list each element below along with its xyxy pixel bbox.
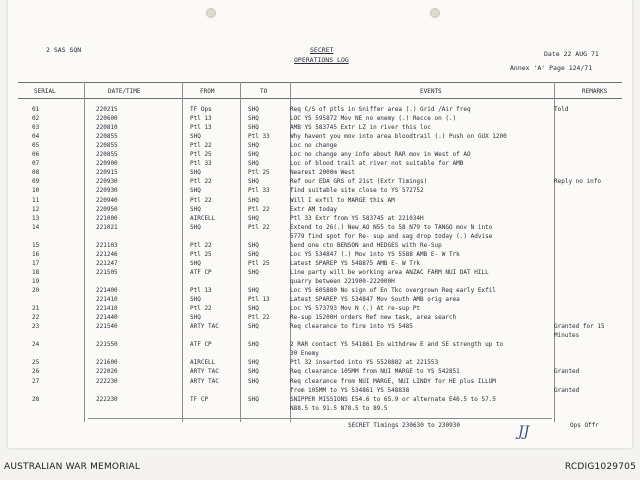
serial-cell: 24: [32, 341, 40, 349]
to-cell: SHQ: [248, 395, 259, 403]
datetime-cell: 220855: [96, 151, 118, 159]
datetime-cell: 222020: [96, 368, 118, 376]
datetime-cell: 221540: [96, 323, 118, 331]
table-row: [8, 115, 632, 123]
event-cell: Nearest 2000m West: [290, 169, 356, 177]
table-row: [8, 215, 632, 223]
table-row: [8, 378, 632, 386]
serial-cell: 13: [32, 214, 40, 222]
serial-cell: 27: [32, 377, 40, 385]
signature-initials: JJ: [518, 424, 530, 440]
table-row: [8, 332, 632, 340]
unit-label: 2 SAS SQN: [46, 46, 82, 54]
table-row: [8, 233, 632, 241]
event-cell: Ptl 32 inserted into YS 5528882 at 221553: [290, 359, 439, 367]
datetime-cell: 221247: [96, 259, 118, 267]
from-cell: Ptl 22: [190, 178, 212, 186]
datetime-cell: 220950: [96, 205, 118, 213]
from-cell: Ptl 22: [190, 241, 212, 249]
from-cell: AIRCELL: [190, 359, 216, 367]
serial-cell: 05: [32, 142, 40, 150]
remarks-cell: Reply no info: [554, 178, 601, 186]
timings-line: SECRET Timings 230630 to 230930: [348, 422, 460, 429]
to-cell: Ptl 25: [248, 169, 270, 177]
event-cell: Extr AM today: [290, 205, 337, 213]
datetime-cell: 222230: [96, 377, 118, 385]
event-cell: Loc YS 573793 Mov N (.) At re-sup Pt: [290, 305, 421, 313]
serial-cell: 16: [32, 250, 40, 258]
to-cell: Ptl 13: [248, 296, 270, 304]
event-cell: Extend to 26(.) New AO N55 to 58 N79 to TANGO mov N into: [290, 223, 493, 231]
from-cell: SHQ: [190, 223, 201, 231]
to-cell: SHQ: [248, 268, 259, 276]
event-cell: Line party will be working area ANZAC FARM NUI DAT HILL: [290, 268, 489, 276]
event-cell: LOC YS 595872 Mov NE no enemy (.) Recce on (.): [290, 115, 457, 123]
table-row: [8, 314, 632, 322]
document-title: OPERATIONS LOG: [294, 56, 349, 64]
table-row: [8, 224, 632, 232]
from-cell: SHQ: [190, 169, 201, 177]
event-cell: SNIPPER MISSIONS E54.6 to 65.9 or alternate E46.5 to 57.5: [290, 395, 496, 403]
table-row: [8, 368, 632, 376]
table-row: [8, 106, 632, 114]
event-cell: Loc no change any info about RAR mov in West of AO: [290, 151, 471, 159]
from-cell: SHQ: [190, 314, 201, 322]
from-cell: SHQ: [190, 187, 201, 195]
datetime-cell: 221410: [96, 305, 118, 313]
datetime-cell: 221550: [96, 341, 118, 349]
event-cell: Why havent you mov into area bloodtrail (.) Push on GUX 1200: [290, 133, 507, 141]
to-cell: SHQ: [248, 142, 259, 150]
event-cell: Latest SPAREP YS 534847 Mov South AMB orig area: [290, 296, 460, 304]
table-row: [8, 133, 632, 141]
serial-cell: 01: [32, 106, 40, 113]
event-cell: Req clearance 105MM from NUI MARGE to YS 542851: [290, 368, 460, 376]
datetime-cell: 221600: [96, 359, 118, 367]
datetime-cell: 222230: [96, 395, 118, 403]
table-row: [8, 151, 632, 159]
datetime-cell: 220915: [96, 169, 118, 177]
event-cell: 30 Enemy: [290, 350, 319, 358]
from-cell: Ptl 25: [190, 250, 212, 258]
serial-cell: 19: [32, 277, 40, 285]
from-cell: Ptl 13: [190, 115, 212, 123]
serial-cell: 23: [32, 323, 40, 331]
serial-cell: 02: [32, 115, 40, 123]
to-cell: SHQ: [248, 214, 259, 222]
datetime-cell: 221103: [96, 241, 118, 249]
to-cell: Ptl 22: [248, 205, 270, 213]
to-cell: SHQ: [248, 241, 259, 249]
from-cell: Ptl 22: [190, 142, 212, 150]
to-cell: SHQ: [248, 305, 259, 313]
serial-cell: 26: [32, 368, 40, 376]
datetime-cell: 221505: [96, 268, 118, 276]
table-row: [8, 160, 632, 168]
datetime-cell: 220855: [96, 142, 118, 150]
to-cell: SHQ: [248, 115, 259, 123]
from-cell: SHQ: [190, 205, 201, 213]
serial-cell: 21: [32, 305, 40, 313]
caption-id: RCDIG1029705: [564, 462, 636, 472]
from-cell: ARTY TAC: [190, 323, 219, 331]
caption-source: AUSTRALIAN WAR MEMORIAL: [4, 462, 141, 472]
from-cell: ATF CP: [190, 341, 212, 349]
serial-cell: 14: [32, 223, 40, 231]
datetime-cell: 220940: [96, 196, 118, 204]
serial-cell: 06: [32, 151, 40, 159]
punch-hole: [430, 8, 440, 18]
remarks-cell: Minutes: [554, 332, 580, 340]
remarks-cell: Granted: [554, 368, 580, 376]
datetime-cell: 220810: [96, 124, 118, 132]
to-cell: SHQ: [248, 341, 259, 349]
table-row: [8, 197, 632, 205]
table-row: [8, 359, 632, 367]
serial-cell: 17: [32, 259, 40, 267]
to-cell: Ptl 25: [248, 259, 270, 267]
datetime-cell: 220855: [96, 133, 118, 141]
to-cell: SHQ: [248, 124, 259, 132]
remarks-cell: Granted: [554, 386, 580, 394]
serial-cell: 25: [32, 359, 40, 367]
from-cell: Ptl 13: [190, 287, 212, 294]
serial-cell: 09: [32, 178, 40, 186]
event-cell: Loc YS 534847 (.) Mov into YS 5588 AMB E- W Trk: [290, 250, 460, 258]
remarks-cell: Told: [554, 106, 569, 113]
to-cell: SHQ: [248, 250, 259, 258]
serial-cell: 10: [32, 187, 40, 195]
event-cell: 5779 find spot for Re- sup and sag drop today (.) Advise: [290, 232, 493, 240]
table-row: [8, 269, 632, 277]
to-cell: SHQ: [248, 160, 259, 168]
table-row: [8, 206, 632, 214]
event-cell: Loc no change: [290, 142, 337, 150]
from-cell: TF CP: [190, 395, 209, 403]
col-header-from: FROM: [200, 88, 215, 95]
to-cell: SHQ: [248, 196, 259, 204]
table-row: [8, 242, 632, 250]
from-cell: AIRCELL: [190, 214, 216, 222]
datetime-cell: 220900: [96, 160, 118, 168]
datetime-cell: 220215: [96, 106, 118, 113]
event-cell: from 105MM to YS 534861 YS 548838: [290, 386, 410, 394]
table-row: [8, 396, 632, 404]
table-row: [8, 260, 632, 268]
event-cell: Ref our EDA GRS of 21st (Extr Timings): [290, 178, 428, 186]
ops-officer-label: Ops Offr: [570, 422, 599, 429]
classification-label: SECRET: [310, 46, 334, 54]
annex-label: Annex 'A' Page 124/71: [510, 64, 593, 72]
table-row: [8, 305, 632, 313]
to-cell: Ptl 22: [248, 223, 270, 231]
to-cell: SHQ: [248, 368, 259, 376]
from-cell: TF Ops: [190, 106, 212, 113]
serial-cell: 07: [32, 160, 40, 168]
event-cell: Req clearance to fire into YS 5485: [290, 323, 413, 331]
serial-cell: 04: [32, 133, 40, 141]
table-row: [8, 278, 632, 286]
to-cell: SHQ: [248, 151, 259, 159]
punch-hole: [206, 8, 216, 18]
serial-cell: 28: [32, 395, 40, 403]
table-row: [8, 296, 632, 304]
footer-rule: [88, 418, 552, 419]
datetime-cell: 220930: [96, 187, 118, 195]
datetime-cell: 221400: [96, 287, 118, 294]
from-cell: SHQ: [190, 133, 201, 141]
datetime-cell: 221410: [96, 296, 118, 304]
event-cell: quarry between 221900-222000H: [290, 277, 395, 285]
serial-cell: 12: [32, 205, 40, 213]
col-header-to: TO: [260, 88, 268, 95]
table-row: [8, 405, 632, 413]
from-cell: Ptl 25: [190, 151, 212, 159]
serial-cell: 22: [32, 314, 40, 322]
from-cell: SHQ: [190, 296, 201, 304]
table-top-rule: [18, 82, 622, 83]
table-row: [8, 350, 632, 358]
to-cell: SHQ: [248, 359, 259, 367]
col-header-events: EVENTS: [420, 88, 442, 95]
to-cell: SHQ: [248, 287, 259, 294]
serial-cell: 11: [32, 196, 40, 204]
table-row: [8, 251, 632, 259]
from-cell: ARTY TAC: [190, 377, 219, 385]
table-row: [8, 387, 632, 395]
event-cell: AMB YS 583745 Extr LZ in river this loc: [290, 124, 431, 132]
event-cell: Loc YS 605880 No sign of En Tkc overgrown Req early Exfil: [290, 287, 496, 294]
from-cell: ATF CP: [190, 268, 212, 276]
col-header-remarks: REMARKS: [582, 88, 608, 95]
serial-cell: 15: [32, 241, 40, 249]
event-cell: Req clearance from NUI MARGE, NUI LINDY for HE plus ILLUM: [290, 377, 496, 385]
event-cell: Re-sup 15200H orders Ref new task, area search: [290, 314, 457, 322]
table-row: [8, 142, 632, 150]
to-cell: SHQ: [248, 323, 259, 331]
serial-cell: 18: [32, 268, 40, 276]
event-cell: Req C/S of ptls in Sniffer area (.) Grid /Air freq: [290, 106, 471, 113]
table-row: [8, 323, 632, 331]
table-row: [8, 287, 632, 295]
from-cell: Ptl 13: [190, 124, 212, 132]
col-header-datetime: DATE/TIME: [108, 88, 141, 95]
datetime-cell: 220600: [96, 115, 118, 123]
table-row: [8, 341, 632, 349]
event-cell: Will I exfil to MARGE this AM: [290, 196, 395, 204]
to-cell: Ptl 22: [248, 314, 270, 322]
remarks-cell: Granted for 15: [554, 323, 605, 331]
serial-cell: 03: [32, 124, 40, 132]
table-row: [8, 124, 632, 132]
from-cell: Ptl 22: [190, 305, 212, 313]
from-cell: ARTY TAC: [190, 368, 219, 376]
event-cell: Ptl 33 Extr from YS 583745 at 221034H: [290, 214, 424, 222]
to-cell: Ptl 33: [248, 133, 270, 141]
event-cell: Latest SPAREP YS 548875 AMB E- W Trk: [290, 259, 421, 267]
col-header-serial: SERIAL: [34, 88, 56, 95]
to-cell: SHQ: [248, 377, 259, 385]
event-cell: find suitable site close to YS 572752: [290, 187, 424, 195]
table-row: [8, 178, 632, 186]
from-cell: Ptl 22: [190, 196, 212, 204]
from-cell: SHQ: [190, 259, 201, 267]
table-row: [8, 169, 632, 177]
to-cell: Ptl 33: [248, 187, 270, 195]
event-cell: 2 RAR contact YS 541861 En withdrew E and SE strength up to: [290, 341, 504, 349]
document-page: [8, 0, 632, 448]
to-cell: SHQ: [248, 178, 259, 186]
datetime-cell: 221000: [96, 214, 118, 222]
event-cell: Send one ctn BENSON and HEDGES with Re-Sup: [290, 241, 442, 249]
event-cell: Loc of blood trail at river not suitable for AMB: [290, 160, 464, 168]
to-cell: SHQ: [248, 106, 259, 113]
table-header-rule: [18, 98, 622, 99]
event-cell: N88.5 to 91.5 N78.5 to 89.5: [290, 404, 388, 412]
table-row: [8, 187, 632, 195]
datetime-cell: 221440: [96, 314, 118, 322]
serial-cell: 08: [32, 169, 40, 177]
date-label: Date 22 AUG 71: [544, 50, 599, 58]
datetime-cell: 220930: [96, 178, 118, 186]
datetime-cell: 221021: [96, 223, 118, 231]
serial-cell: 20: [32, 287, 40, 294]
from-cell: Ptl 33: [190, 160, 212, 168]
datetime-cell: 221246: [96, 250, 118, 258]
